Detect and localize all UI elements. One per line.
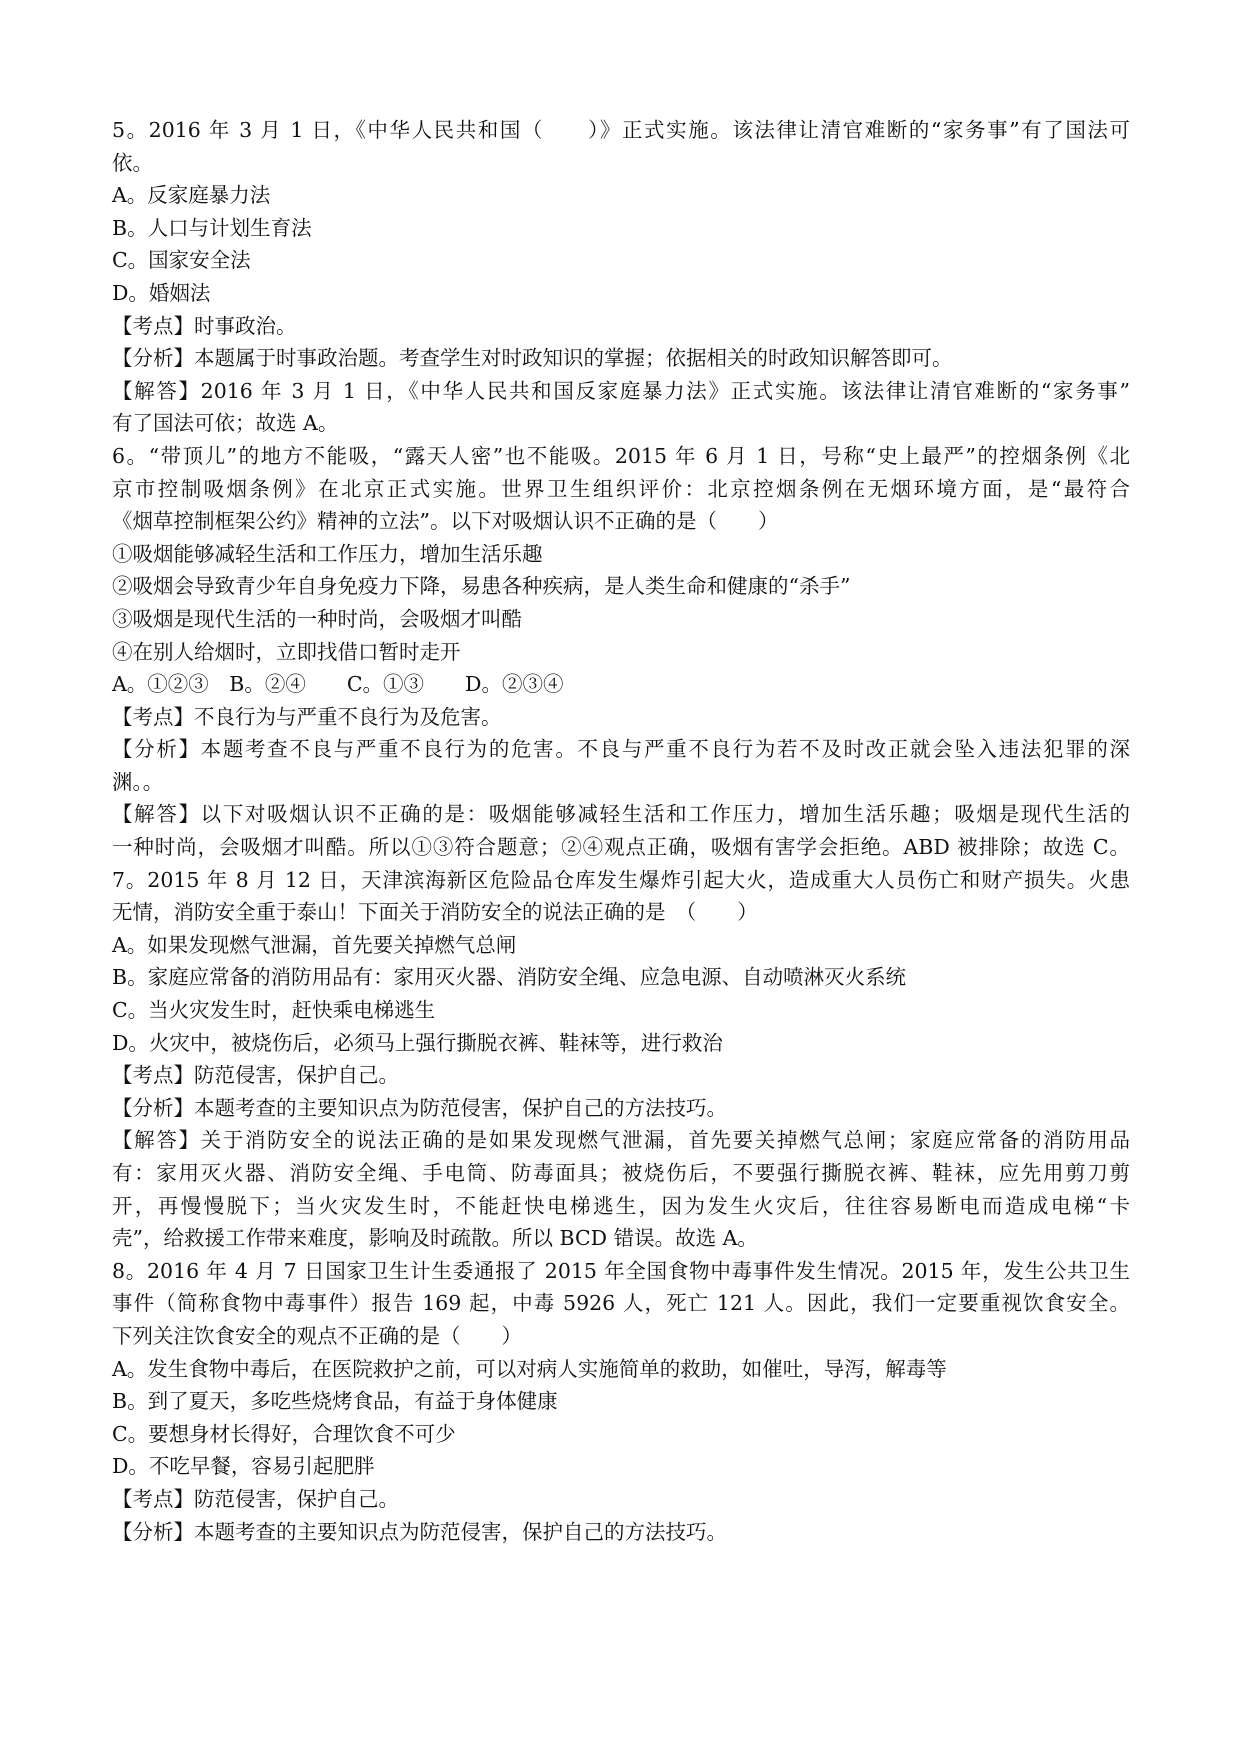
q7-jieda-line-4: 壳”，给救援工作带来难度，影响及时疏散。所以 BCD 错误。故选 A。 [112, 1226, 758, 1251]
q8-option-c: C。要想身材长得好，合理饮食不可少 [112, 1421, 456, 1446]
q8-fenxi: 【分析】本题考查的主要知识点为防范侵害，保护自己的方法技巧。 [112, 1519, 727, 1544]
q7-option-a: A。如果发现燃气泄漏，首先要关掉燃气总闸 [112, 932, 517, 957]
q6-jieda-line-1: 【解答】以下对吸烟认识不正确的是：吸烟能够减轻生活和工作压力，增加生活乐趣；吸烟是现代生活的 [112, 802, 1130, 827]
q7-stem-line-1: 7。2015 年 8 月 12 日，天津滨海新区危险品仓库发生爆炸引起大火，造成重大人员伤亡和财产损失。火患 [112, 867, 1130, 892]
q5-kaodian: 【考点】时事政治。 [112, 313, 297, 338]
q6-stem-line-2: 京市控制吸烟条例》在北京正式实施。世界卫生组织评价：北京控烟条例在无烟环境方面，是“最符合 [112, 476, 1130, 501]
q8-stem-line-2: 事件（简称食物中毒事件）报告 169 起，中毒 5926 人，死亡 121 人。因此，我们一定要重视饮食安全。 [112, 1291, 1130, 1316]
q6-stem-line-1: 6。“带顶儿”的地方不能吸，“露天人密”也不能吸。2015 年 6 月 1 日，号称“史上最严”的控烟条例《北 [112, 443, 1130, 468]
q7-option-b: B。家庭应常备的消防用品有：家用灭火器、消防安全绳、应急电源、自动喷淋灭火系统 [112, 965, 907, 990]
q5-option-d: D。婚姻法 [112, 280, 211, 305]
q6-stem-line-3: 《烟草控制框架公约》精神的立法”。以下对吸烟认识不正确的是（ ） [112, 509, 779, 534]
q7-jieda-line-2: 有：家用灭火器、消防安全绳、手电筒、防毒面具；被烧伤后，不要强行撕脱衣裤、鞋袜，应先用剪刀剪 [112, 1161, 1130, 1185]
q5-fenxi: 【分析】本题属于时事政治题。考查学生对时政知识的掌握；依据相关的时政知识解答即可。 [112, 346, 953, 371]
q6-fenxi-line-2: 渊。。 [112, 769, 164, 794]
q5-option-c: C。国家安全法 [112, 248, 251, 273]
q8-stem-line-1: 8。2016 年 4 月 7 日国家卫生计生委通报了 2015 年全国食物中毒事件发生情况。2015 年，发生公共卫生 [112, 1258, 1130, 1283]
q8-option-a: A。发生食物中毒后，在医院救护之前，可以对病人实施简单的救助，如催吐，导泻，解毒等 [112, 1356, 947, 1381]
q7-jieda-line-1: 【解答】关于消防安全的说法正确的是如果发现燃气泄漏，首先要关掉燃气总闸；家庭应常备的消防用品 [112, 1128, 1130, 1153]
q7-kaodian: 【考点】防范侵害，保护自己。 [112, 1063, 399, 1088]
q5-stem-line-1: 5。2016 年 3 月 1 日，《中华人民共和国（ ）》正式实施。该法律让清官难断的“家务事”有了国法可 [112, 118, 1130, 142]
q7-option-c: C。当火灾发生时，赶快乘电梯逃生 [112, 998, 436, 1023]
q5-option-b: B。人口与计划生育法 [112, 215, 312, 240]
q6-statement-4: ④在别人给烟时，立即找借口暂时走开 [112, 639, 461, 664]
document-page [112, 114, 1130, 1548]
q8-stem-line-3: 下列关注饮食安全的观点不正确的是（ ） [112, 1323, 522, 1348]
q7-fenxi: 【分析】本题考查的主要知识点为防范侵害，保护自己的方法技巧。 [112, 1095, 727, 1120]
q5-stem-line-2: 依。 [112, 150, 153, 175]
q8-option-b: B。到了夏天，多吃些烧烤食品，有益于身体健康 [112, 1389, 558, 1414]
q6-jieda-line-2: 一种时尚，会吸烟才叫酷。所以①③符合题意；②④观点正确，吸烟有害学会拒绝。ABD 被排除；故选 C。 [112, 835, 1130, 860]
q8-option-d: D。不吃早餐，容易引起肥胖 [112, 1454, 375, 1479]
q5-jieda-line-2: 有了国法可依；故选 A。 [112, 411, 339, 436]
q5-jieda-line-1: 【解答】2016 年 3 月 1 日，《中华人民共和国反家庭暴力法》正式实施。该法律让清官难断的“家务事” [112, 378, 1130, 403]
q6-statement-3: ③吸烟是现代生活的一种时尚，会吸烟才叫酷 [112, 606, 522, 631]
q6-statement-2: ②吸烟会导致青少年自身免疫力下降，易患各种疾病，是人类生命和健康的“杀手” [112, 574, 851, 599]
q8-kaodian: 【考点】防范侵害，保护自己。 [112, 1486, 399, 1511]
q6-fenxi-line-1: 【分析】本题考查不良与严重不良行为的危害。不良与严重不良行为若不及时改正就会坠入违法犯罪的深 [112, 737, 1130, 762]
q7-jieda-line-3: 开，再慢慢脱下；当火灾发生时，不能赶快电梯逃生，因为发生火灾后，往往容易断电而造成电梯“卡 [112, 1193, 1130, 1218]
q6-kaodian: 【考点】不良行为与严重不良行为及危害。 [112, 704, 502, 729]
q7-option-d: D。火灾中，被烧伤后，必须马上强行撕脱衣裤、鞋袜等，进行救治 [112, 1030, 723, 1055]
q7-stem-line-2: 无情，消防安全重于泰山！下面关于消防安全的说法正确的是 （ ） [112, 900, 758, 925]
q6-statement-1: ①吸烟能够减轻生活和工作压力，增加生活乐趣 [112, 541, 543, 566]
q5-option-a: A。反家庭暴力法 [112, 183, 271, 208]
q6-options: A。①②③ B。②④ C。①③ D。②③④ [112, 672, 564, 697]
